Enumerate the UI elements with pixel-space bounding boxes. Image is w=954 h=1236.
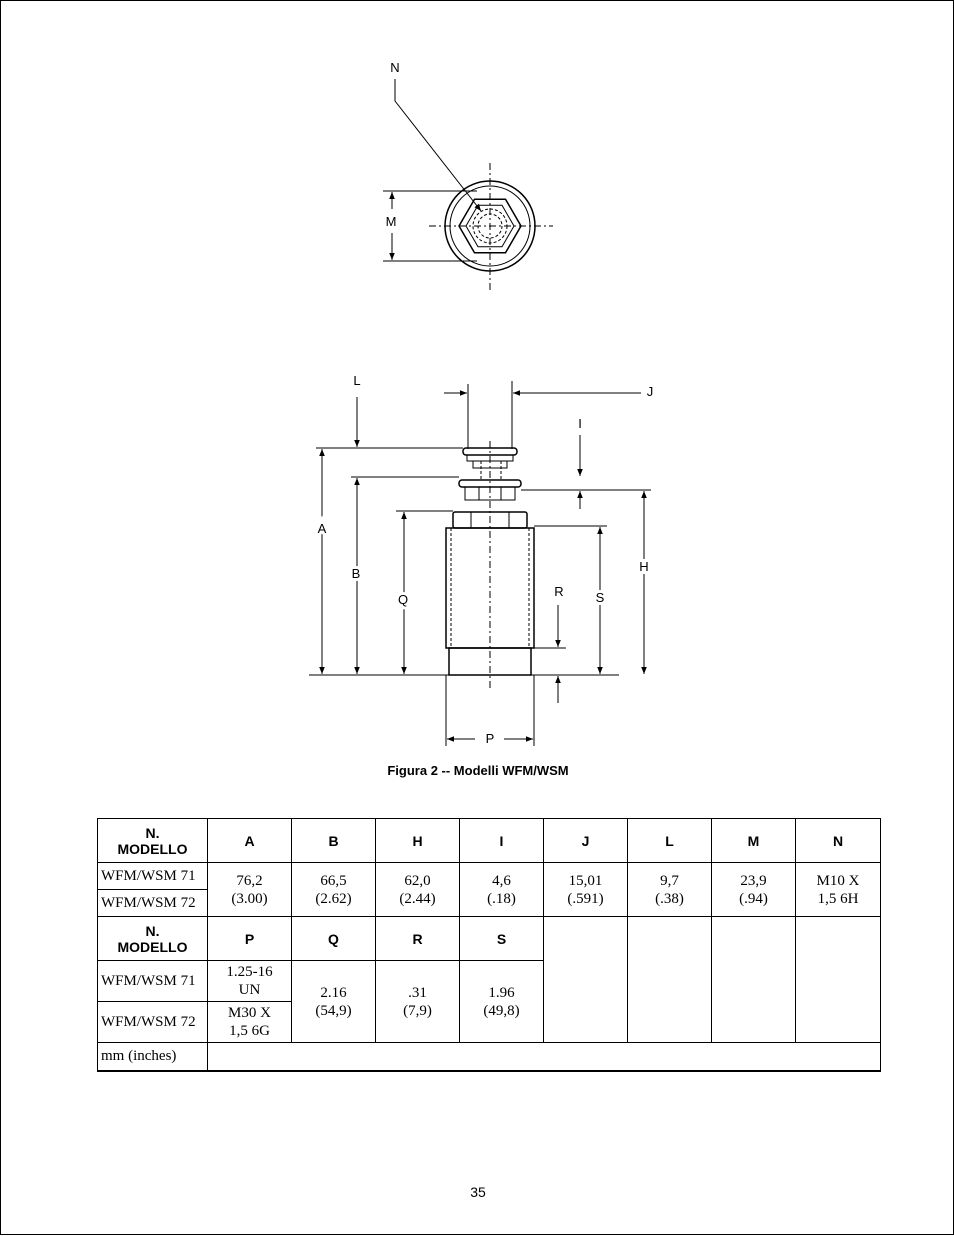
side-view <box>309 381 651 746</box>
value-cell: 15,01 (.591) <box>544 863 628 917</box>
model-cell: WFM/WSM 72 <box>98 1002 208 1043</box>
dimensions-table <box>97 818 881 1072</box>
header-cell: I <box>460 819 544 863</box>
header-cell: H <box>376 819 460 863</box>
header-cell: A <box>208 819 292 863</box>
label-n-top: N <box>390 60 400 75</box>
label-p: P <box>485 731 495 746</box>
empty-cell <box>796 917 881 1043</box>
model-cell: WFM/WSM 71 <box>98 863 208 890</box>
empty-cell <box>208 1043 881 1071</box>
top-view <box>383 79 553 291</box>
value-cell: M10 X 1,5 6H <box>796 863 881 917</box>
header-cell: Q <box>292 917 376 961</box>
label-l: L <box>353 373 361 388</box>
units-note: mm (inches) <box>98 1043 208 1071</box>
label-j: J <box>646 384 654 399</box>
table-footer-row <box>98 1043 881 1071</box>
value-cell: 1.96 (49,8) <box>460 961 544 1043</box>
label-q: Q <box>397 592 409 607</box>
empty-cell <box>544 917 628 1043</box>
label-i: I <box>578 416 582 431</box>
label-a: A <box>317 521 327 536</box>
header-cell: M <box>712 819 796 863</box>
empty-cell <box>712 917 796 1043</box>
value-cell: 76,2 (3.00) <box>208 863 292 917</box>
table-header-row-2 <box>98 917 881 961</box>
value-cell: 4,6 (.18) <box>460 863 544 917</box>
header-cell: P <box>208 917 292 961</box>
header-cell: S <box>460 917 544 961</box>
header-cell: N. MODELLO <box>98 917 208 961</box>
label-s: S <box>595 590 605 605</box>
value-cell: 23,9 (.94) <box>712 863 796 917</box>
header-cell: N. MODELLO <box>98 819 208 863</box>
value-cell: 66,5 (2.62) <box>292 863 376 917</box>
value-cell: .31 (7,9) <box>376 961 460 1043</box>
label-b: B <box>351 566 361 581</box>
header-cell: L <box>628 819 712 863</box>
empty-cell <box>628 917 712 1043</box>
label-h: H <box>639 559 649 574</box>
header-cell: N <box>796 819 881 863</box>
label-m: M <box>385 214 397 229</box>
value-cell: 2.16 (54,9) <box>292 961 376 1043</box>
figure-caption: Figura 2 -- Modelli WFM/WSM <box>387 763 569 778</box>
value-cell: 9,7 (.38) <box>628 863 712 917</box>
model-cell: WFM/WSM 71 <box>98 961 208 1002</box>
table-row <box>98 863 881 890</box>
label-r: R <box>554 584 564 599</box>
value-cell: M30 X 1,5 6G <box>208 1002 292 1043</box>
value-cell: 62,0 (2.44) <box>376 863 460 917</box>
header-cell: R <box>376 917 460 961</box>
model-cell: WFM/WSM 72 <box>98 890 208 917</box>
header-cell: B <box>292 819 376 863</box>
value-cell: 1.25-16 UN <box>208 961 292 1002</box>
table-header-row-1 <box>98 819 881 863</box>
header-cell: J <box>544 819 628 863</box>
page-number: 35 <box>470 1184 486 1200</box>
